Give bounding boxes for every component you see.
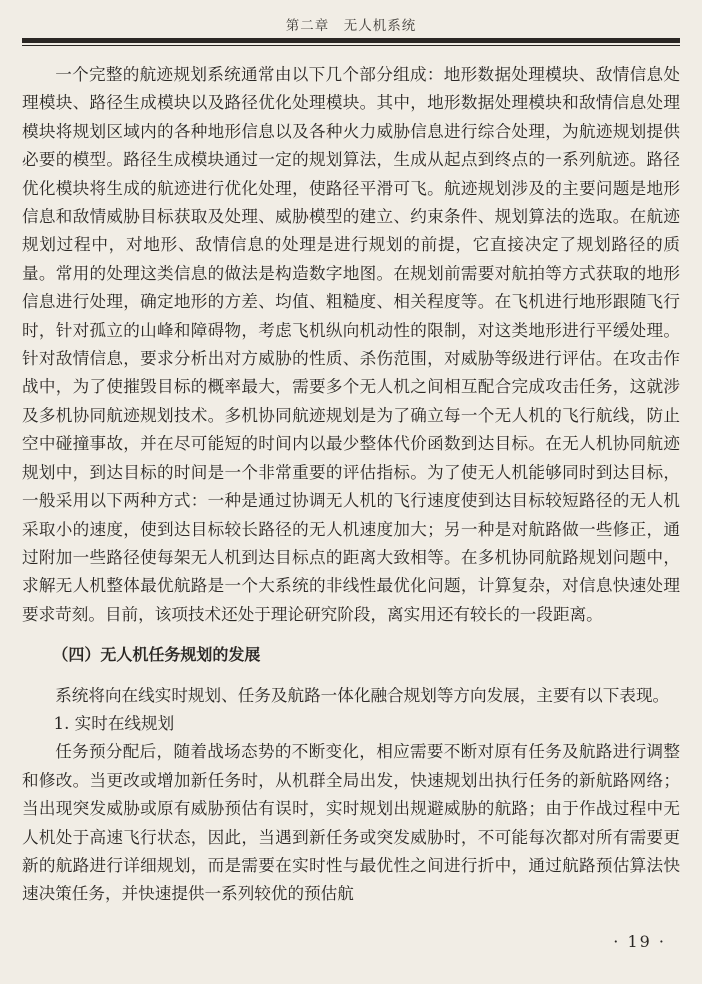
subheading: 1. 实时在线规划 — [53, 713, 175, 733]
body-paragraph: 一个完整的航迹规划系统通常由以下几个部分组成：地形数据处理模块、敌情信息处理模块、路径生成模块以及路径优化处理模块。其中，地形数据处理模块和敌情信息处理模块将规划区域内的各种地形信息以及各种火力威胁信息进行综合处理，为航迹规划提供必要的模型。路径生成模块通过一定的规划算法，生成从起点到终点的一系列航迹。路径优化模块将生成的航迹进行优化处理，使路径平滑可飞。航迹规划涉及的主要问题是地形信息和敌情威胁目标获取及处理、威胁模型的建立、约束条件、规划算法的选取。在航迹规划过程中，对地形、敌情信息的处理是进行规划的前提，它直接决定了规划路径的质量。常用的处理这类信息的做法是构造数字地图。在规划前需要对航拍等方式获取的地形信息进行处理，确定地形的方差、均值、粗糙度、相关程度等。在飞机进行地形跟随飞行时，针对孤立的山峰和障碍物，考虑飞机纵向机动性的限制，对这类地形进行平缓处理。针对敌情信息，要求分析出对方威胁的性质、杀伤范围，对威胁等级进行评估。在攻击作战中，为了使摧毁目标的概率最大，需要多个无人机之间相互配合完成攻击任务，这就涉及多机协同航迹规划技术。多机协同航迹规划是为了确立每一个无人机的飞行航线，防止空中碰撞事故，并在尽可能短的时间内以最少整体代价函数到达目标。在无人机协同航迹规划中，到达目标的时间是一个非常重要的评估指标。为了使无人机能够同时到达目标，一般采用以下两种方式：一种是通过协调无人机的飞行速度使到达目标较短路径的无人机采取小的速度，使到达目标较长路径的无人机速度加大；另一种是对航路做一些修正，通过附加一些路径使每架无人机到达目标点的距离大致相等。在多机协同航路规划问题中，求解无人机整体最优航路是一个大系统的非线性最优化问题，计算复杂，对信息快速处理要求苛刻。目前，该项技术还处于理论研究阶段，离实用还有较长的一段距离。 — [22, 65, 680, 624]
running-header: 第二章 无人机系统 — [285, 18, 417, 34]
sub-paragraph: 任务预分配后，随着战场态势的不断变化，相应需要不断对原有任务及航路进行调整和修改。当更改或增加新任务时，从机群全局出发，快速规划出执行任务的新航路网络；当出现突发威胁或原有威胁预估有误时，实时规划出规避威胁的航路；由于作战过程中无人机处于高速飞行状态，因此，当遇到新任务或突发威胁时，不可能每次都对所有需要更新的航路进行详细规划，而是需要在实时性与最优性之间进行折中，通过航路预估算法快速决策任务，并快速提供一系列较优的预估航 — [22, 742, 680, 904]
page-number: · 19 · — [613, 932, 666, 951]
header-rule-thick — [22, 38, 680, 43]
header-rule-thin — [22, 45, 680, 46]
intro-paragraph: 系统将向在线实时规划、任务及航路一体化融合规划等方向发展，主要有以下表现。 — [55, 685, 670, 705]
page-body — [22, 61, 680, 909]
section-title: （四）无人机任务规划的发展 — [52, 645, 261, 665]
